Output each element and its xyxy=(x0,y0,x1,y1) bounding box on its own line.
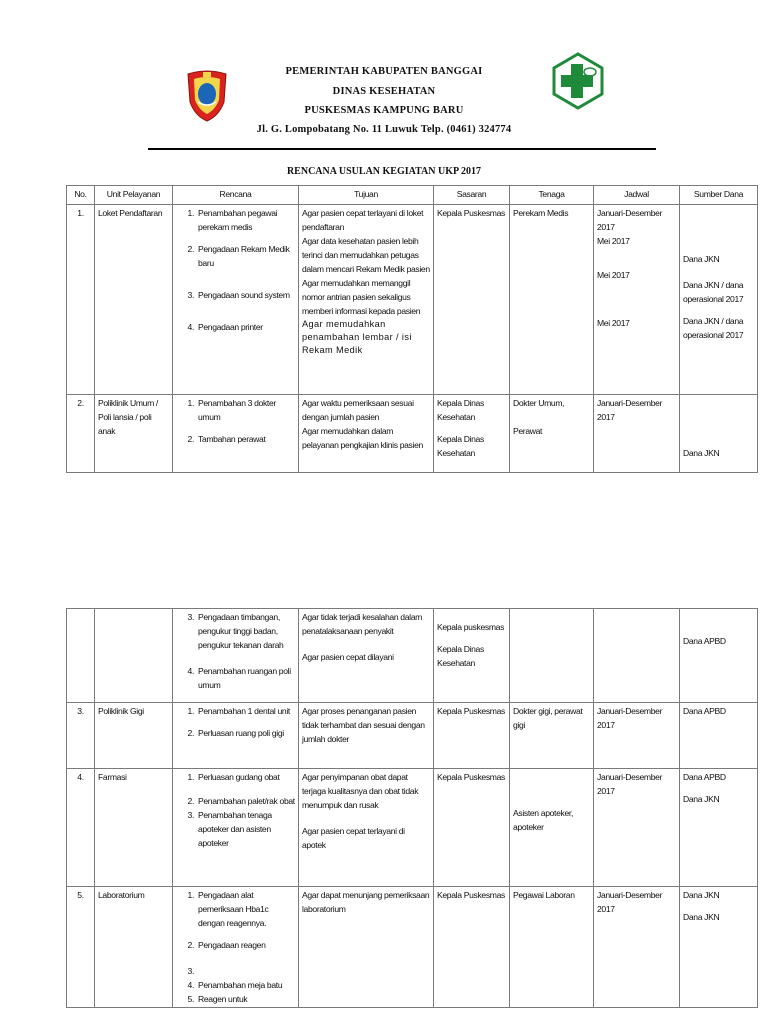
tujuan-cell xyxy=(299,769,434,887)
list-item: 2. Pengadaan reagen xyxy=(187,940,266,950)
dana-text: Dana JKN xyxy=(683,890,720,900)
tujuan-text: Agar memudahkan memanggil nomor antrian pasien sekaligus memberi informasi kepada pasien xyxy=(302,278,421,316)
tujuan-text: Agar pasien cepat terlayani di apotek xyxy=(302,826,405,850)
tujuan-text: Agar pasien cepat dilayani xyxy=(302,652,394,662)
tujuan-text: Agar pasien cepat terlayani di loket pendaftaran xyxy=(302,208,424,232)
list-item: 1. Perluasan gudang obat xyxy=(187,772,280,782)
tenaga-text: Perawat xyxy=(513,426,543,436)
puskesmas-name: PUSKESMAS KAMPUNG BARU xyxy=(304,105,464,116)
unit-pelayanan: Poliklinik Umum / Poli lansia / poli anak xyxy=(95,395,173,473)
dana-text: Dana JKN xyxy=(683,794,720,804)
activity-plan-table-part2 xyxy=(66,608,758,1008)
sasaran-cell: Kepala Puskesmas xyxy=(434,703,510,769)
jadwal-cell: Januari-Desember 2017 xyxy=(594,395,680,473)
row-number: 2. xyxy=(67,395,95,473)
col-header-sasaran: Sasaran xyxy=(434,186,510,205)
sasaran-cell: Kepala Puskesmas xyxy=(434,887,510,1008)
dana-text: Dana APBD xyxy=(683,772,726,782)
header-divider xyxy=(148,148,656,150)
list-item: 4. Penambahan ruangan poli umum xyxy=(187,666,291,690)
list-item: 3. Pengadaan timbangan, pengukur tinggi badan, pengukur tekanan darah xyxy=(187,612,284,650)
tenaga-cell: Perekam Medis xyxy=(510,205,594,395)
tenaga-cell xyxy=(510,769,594,887)
rencana-cell xyxy=(173,609,299,703)
rencana-cell xyxy=(173,703,299,769)
tenaga-text: Asisten apoteker, apoteker xyxy=(513,808,573,832)
tujuan-cell xyxy=(299,609,434,703)
sasaran-text: Kepala Dinas Kesehatan xyxy=(437,644,484,668)
list-item: 3. Pengadaan sound system xyxy=(187,290,290,300)
col-header-unit: Unit Pelayanan xyxy=(95,186,173,205)
tenaga-cell: Pegawai Laboran xyxy=(510,887,594,1008)
col-header-jadwal: Jadwal xyxy=(594,186,680,205)
table-row xyxy=(67,887,758,1008)
table-row xyxy=(67,769,758,887)
tujuan-text: Agar memudahkan dalam pelayanan pengkajian klinis pasien xyxy=(302,426,423,450)
list-item: 3. Penambahan tenaga apoteker dan asisten apoteker xyxy=(187,810,272,848)
row-number: 4. xyxy=(67,769,95,887)
sasaran-cell: Kepala Puskesmas xyxy=(434,205,510,395)
list-item: 2. Pengadaan Rekam Medik baru xyxy=(187,244,290,268)
list-item: 2. Perluasan ruang poli gigi xyxy=(187,728,284,738)
list-item: 1. Penambahan pegawai perekam medis xyxy=(187,208,278,232)
dana-text: Dana JKN xyxy=(683,912,720,922)
dana-text: Dana JKN xyxy=(683,448,720,458)
sasaran-cell: Kepala Puskesmas xyxy=(434,769,510,887)
table-header-row xyxy=(67,186,758,205)
col-header-tujuan: Tujuan xyxy=(299,186,434,205)
activity-plan-table-part1 xyxy=(66,185,758,473)
table-row xyxy=(67,205,758,395)
document-title: RENCANA USULAN KEGIATAN UKP 2017 xyxy=(286,166,482,177)
jadwal-cell: Januari-Desember 2017 xyxy=(594,703,680,769)
list-item: 1. Penambahan 1 dental unit xyxy=(187,706,290,716)
puskesmas-green-cross-icon xyxy=(550,52,606,110)
tujuan-cell xyxy=(299,205,434,395)
jadwal-cell: Januari-Desember 2017 xyxy=(594,769,680,887)
col-header-tenaga: Tenaga xyxy=(510,186,594,205)
tenaga-cell xyxy=(510,395,594,473)
jadwal-text: Mei 2017 xyxy=(597,236,630,246)
sumber-dana-cell xyxy=(680,609,758,703)
unit-pelayanan: Loket Pendaftaran xyxy=(95,205,173,395)
sasaran-cell xyxy=(434,395,510,473)
letterhead xyxy=(0,0,768,150)
col-header-no: No. xyxy=(67,186,95,205)
tujuan-cell: Agar proses penanganan pasien tidak terhambat dan sesuai dengan jumlah dokter xyxy=(299,703,434,769)
sumber-dana-cell: Dana APBD xyxy=(680,703,758,769)
jadwal-text: Mei 2017 xyxy=(597,270,630,280)
dana-text: Dana JKN / dana operasional 2017 xyxy=(683,280,744,304)
list-item: 1. Penambahan 3 dokter umum xyxy=(187,398,276,422)
unit-pelayanan: Laboratorium xyxy=(95,887,173,1008)
tenaga-cell: Dokter gigi, perawat gigi xyxy=(510,703,594,769)
sasaran-text: Kepala Dinas Kesehatan xyxy=(437,434,484,458)
row-number: 5. xyxy=(67,887,95,1008)
dana-text: Dana JKN / dana operasional 2017 xyxy=(683,316,744,340)
row-number: 3. xyxy=(67,703,95,769)
tujuan-cell xyxy=(299,395,434,473)
address-line: Jl. G. Lompobatang No. 11 Luwuk Telp. (0461) 324774 xyxy=(256,124,512,135)
rencana-cell xyxy=(173,769,299,887)
tujuan-text: Agar memudahkan penambahan lembar / isi Rekam Medik xyxy=(302,319,412,355)
tujuan-text: Agar tidak terjadi kesalahan dalam penatalaksanaan penyakit xyxy=(302,612,422,636)
department-name: DINAS KESEHATAN xyxy=(332,86,436,97)
tujuan-text: Agar penyimpanan obat dapat terjaga kualitasnya dan obat tidak menumpuk dan rusak xyxy=(302,772,419,810)
sasaran-text: Kepala Dinas Kesehatan xyxy=(437,398,484,422)
sumber-dana-cell xyxy=(680,395,758,473)
dana-text: Dana JKN xyxy=(683,254,720,264)
jadwal-cell: Januari-Desember 2017 xyxy=(594,887,680,1008)
list-item: 4. Penambahan meja batu xyxy=(187,980,283,990)
list-item: 2. Penambahan palet/rak obat xyxy=(187,796,295,806)
rencana-cell xyxy=(173,205,299,395)
sumber-dana-cell xyxy=(680,205,758,395)
jadwal-cell xyxy=(594,205,680,395)
list-item: 2. Tambahan perawat xyxy=(187,434,266,444)
tujuan-cell: Agar dapat menunjang pemeriksaan laboratorium xyxy=(299,887,434,1008)
sumber-dana-cell xyxy=(680,769,758,887)
unit-pelayanan: Poliklinik Gigi xyxy=(95,703,173,769)
jadwal-text: Januari-Desember 2017 xyxy=(597,208,663,232)
table-row xyxy=(67,395,758,473)
tenaga-text: Dokter Umum, xyxy=(513,398,565,408)
list-item: 4. Pengadaan printer xyxy=(187,322,263,332)
sasaran-text: Kepala puskesmas xyxy=(437,622,505,632)
tujuan-text: Agar waktu pemeriksaan sesuai dengan jumlah pasien xyxy=(302,398,414,422)
unit-pelayanan: Farmasi xyxy=(95,769,173,887)
col-header-sumber-dana: Sumber Dana xyxy=(680,186,758,205)
sasaran-cell xyxy=(434,609,510,703)
tujuan-text: Agar data kesehatan pasien lebih terinci dan memudahkan petugas dalam mencari Rekam Medik pasien xyxy=(302,236,430,274)
list-item: 1. Pengadaan alat pemeriksaan Hba1c dengan reagennya. xyxy=(187,890,269,928)
sumber-dana-cell xyxy=(680,887,758,1008)
table-row xyxy=(67,609,758,703)
jadwal-text: Mei 2017 xyxy=(597,318,630,328)
rencana-cell xyxy=(173,395,299,473)
list-item: 5. Reagen untuk xyxy=(187,994,248,1004)
dana-text: Dana APBD xyxy=(683,636,726,646)
col-header-rencana: Rencana xyxy=(173,186,299,205)
table-row xyxy=(67,703,758,769)
list-item: 3. xyxy=(187,966,194,976)
row-number: 1. xyxy=(67,205,95,395)
government-name: PEMERINTAH KABUPATEN BANGGAI xyxy=(285,66,483,77)
rencana-cell xyxy=(173,887,299,1008)
